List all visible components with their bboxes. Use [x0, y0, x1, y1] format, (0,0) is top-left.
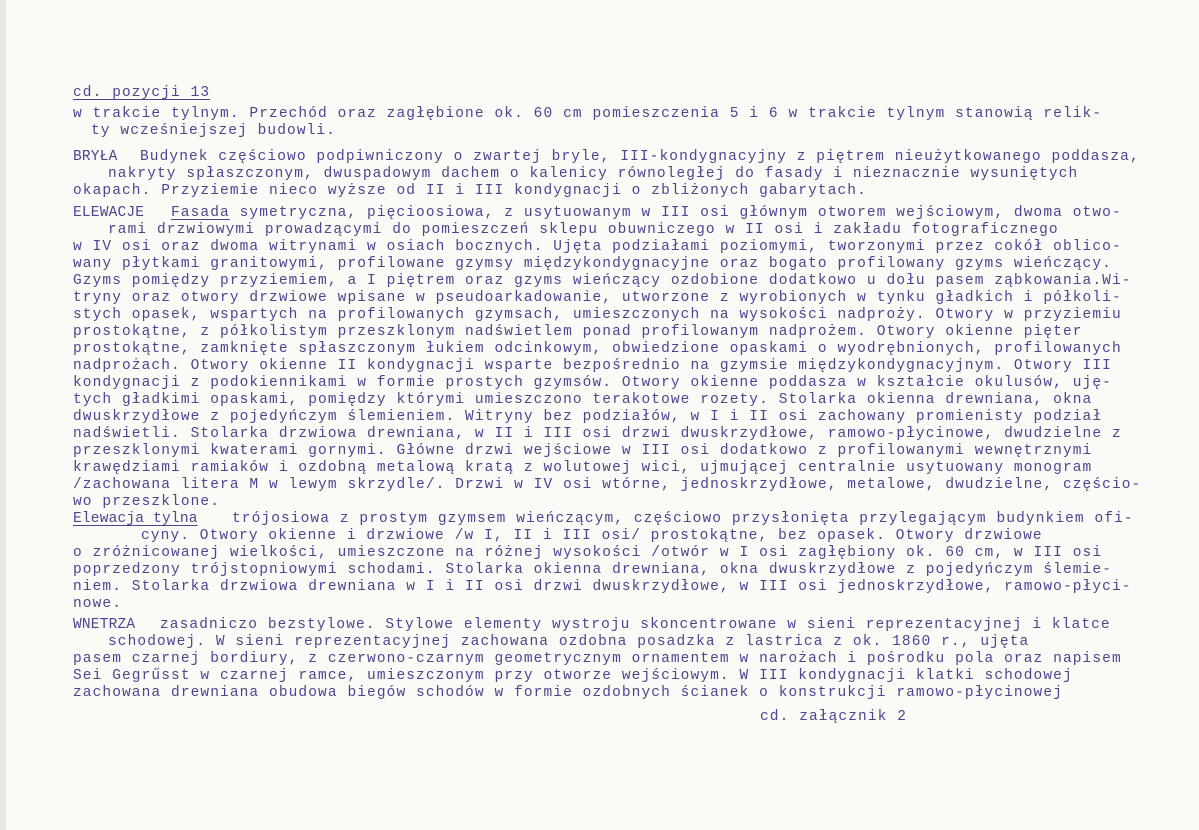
- elewacje-line: wany płytkami granitowymi, profilowane gzymsy międzykondygnacyjne oraz bogato profilowany gzyms wieńczący.: [73, 256, 1112, 272]
- elewacja-tylna-line: trójosiowa z prostym gzymsem wieńczącym, częściowo przysłonięta przylegającym budynkiem ofi-: [232, 511, 1134, 527]
- elewacje-line-text: symetryczna, pięcioosiowa, z usytuowanym w III osi głównym otworem wejściowym, dwoma otwo-: [229, 205, 1122, 221]
- wnetrza-line: Sei Gegrűsst w czarnej ramce, umieszczonym przy otworze wejściowym. W III kondygnacji klatki schodowej: [73, 668, 1073, 684]
- elewacje-line: krawędziami ramiaków i ozdobną metalową kratą z wolutowej wici, ujmującej centralnie usytuowany monogram: [73, 460, 1093, 476]
- elewacje-line: /zachowana litera M w lewym skrzydle/. Drzwi w IV osi wtórne, jednoskrzydłowe, metalowe, dwudzielne, częścio-: [73, 477, 1142, 493]
- elewacja-tylna-line: nowe.: [73, 596, 123, 612]
- section-label-bryla: BRYŁA: [73, 149, 118, 165]
- continuation-footer: cd. załącznik 2: [760, 709, 908, 725]
- intro-line: w trakcie tylnym. Przechód oraz zagłębione ok. 60 cm pomieszczenia 5 i 6 w trakcie tylnym stanowią relik-: [73, 106, 1103, 122]
- section-label-wnetrza: WNETRZA: [73, 617, 136, 633]
- section-label-elewacje: ELEWACJE: [73, 205, 145, 221]
- elewacje-line: w IV osi oraz dwoma witrynami w osiach bocznych. Ujęta podziałami poziomymi, tworzonymi przez cokół oblico-: [73, 239, 1122, 255]
- wnetrza-line: schodowej. W sieni reprezentacyjnej zachowana ozdobna posadzka z lastrica z ok. 1860 r., ujęta: [108, 634, 1030, 650]
- elewacja-tylna-line: niem. Stolarka drzwiowa drewniana w I i II osi drzwi dwuskrzydłowe, w III osi jednoskrzydłowe, ramowo-płyci-: [73, 579, 1132, 595]
- wnetrza-line: pasem czarnej bordiury, z czerwono-czarnym geometrycznym ornamentem w narożach i pośrodku pola oraz napisem: [73, 651, 1122, 667]
- bryla-line: okapach. Przyziemie nieco wyższe od II i III kondygnacji o zbliżonych gabarytach.: [73, 183, 867, 199]
- elewacje-line-last: wo przeszklone.: [73, 494, 221, 510]
- elewacje-line: tryny oraz otwory drzwiowe wpisane w pseudoarkadowanie, utworzone z wyrobionych w tynku gładkich i półkoli-: [73, 290, 1122, 306]
- elewacje-line: dwuskrzydłowe z pojedyńczym ślemieniem. Witryny bez podziałów, w I i II osi zachowany promienisty podział: [73, 409, 1103, 425]
- elewacja-tylna-line: poprzedzony trójstopniowymi schodami. Stolarka okienna drewniana, okna dwuskrzydłowe z pojedyńczym ślemie-: [73, 562, 1112, 578]
- wnetrza-line: zasadniczo bezstylowe. Stylowe elementy wystroju skoncentrowane w sieni reprezentacyjnej i klatce: [160, 617, 1111, 633]
- continuation-heading: cd. pozycji 13: [73, 85, 211, 101]
- elewacja-tylna-line: cyny. Otwory okienne i drzwiowe /w I, II i III osi/ prostokątne, bez opasek. Otwory drzwiowe: [141, 528, 1043, 544]
- intro-line: ty wcześniejszej budowli.: [91, 123, 337, 139]
- elewacje-line: rami drzwiowymi prowadzącymi do pomieszczeń sklepu obuwniczego w II osi i zakładu fotograficznego: [108, 222, 1059, 238]
- elewacje-line: Gzyms pomiędzy przyziemiem, a I piętrem oraz gzyms wieńczący ozdobione dodatkowo u dołu pasem ząbkowania.Wi-: [73, 273, 1132, 289]
- elewacje-line: [171, 205, 1122, 222]
- elewacje-line: kondygnacji z podokiennikami w formie prostych gzymsów. Otwory okienne poddasza w kształcie okulusów, uję-: [73, 375, 1112, 391]
- section-label-elewacja-tylna: Elewacja tylna: [73, 511, 198, 527]
- elewacje-line: prostokątne, z półkolistym przeszklonym nadświetlem ponad profilowanym nadprożem. Otwory okienne pięter: [73, 324, 1083, 340]
- bryla-line: Budynek częściowo podpiwniczony o zwartej bryle, III-kondygnacyjny z piętrem nieużytkowanego poddasza,: [140, 149, 1140, 165]
- elewacje-line: tych gładkimi opaskami, pomiędzy którymi umieszczono terakotowe rozety. Stolarka okienna drewniana, okna: [73, 392, 1093, 408]
- elewacje-line: prostokątne, zamknięte spłaszczonym łukiem odcinkowym, obwiedzione opaskami o wyodrębnionych, profilowanych: [73, 341, 1122, 357]
- elewacje-line: nadprożach. Otwory okienne II kondygnacji wsparte bezpośrednio na gzymsie międzykondygnacyjnym. Otwory III: [73, 358, 1112, 374]
- elewacje-line: stych opasek, wspartych na profilowanych gzymsach, umieszczonych na wysokości nadproży. Otwory w przyziemiu: [73, 307, 1122, 323]
- fasada-label: Fasada: [171, 205, 230, 221]
- page-edge: [0, 0, 6, 830]
- wnetrza-line: zachowana drewniana obudowa biegów schodów w formie ozdobnych ścianek o konstrukcji ramowo-płycinowej: [73, 685, 1063, 701]
- elewacje-line: nadświetli. Stolarka drzwiowa drewniana, w II i III osi drzwi dwuskrzydłowe, ramowo-płycinowe, dwudzielne z: [73, 426, 1122, 442]
- elewacje-line: przeszklonymi kwaterami gornymi. Główne drzwi wejściowe w III osi dodatkowo z profilowanymi wewnętrznymi: [73, 443, 1093, 459]
- elewacja-tylna-line: o zróżnicowanej wielkości, umieszczone na różnej wysokości /otwór w I osi zagłębiony ok. 60 cm, w III osi: [73, 545, 1103, 561]
- bryla-line: nakryty spłaszczonym, dwuspadowym dachem o kalenicy równoległej do fasady i nieznacznie wysuniętych: [108, 166, 1079, 182]
